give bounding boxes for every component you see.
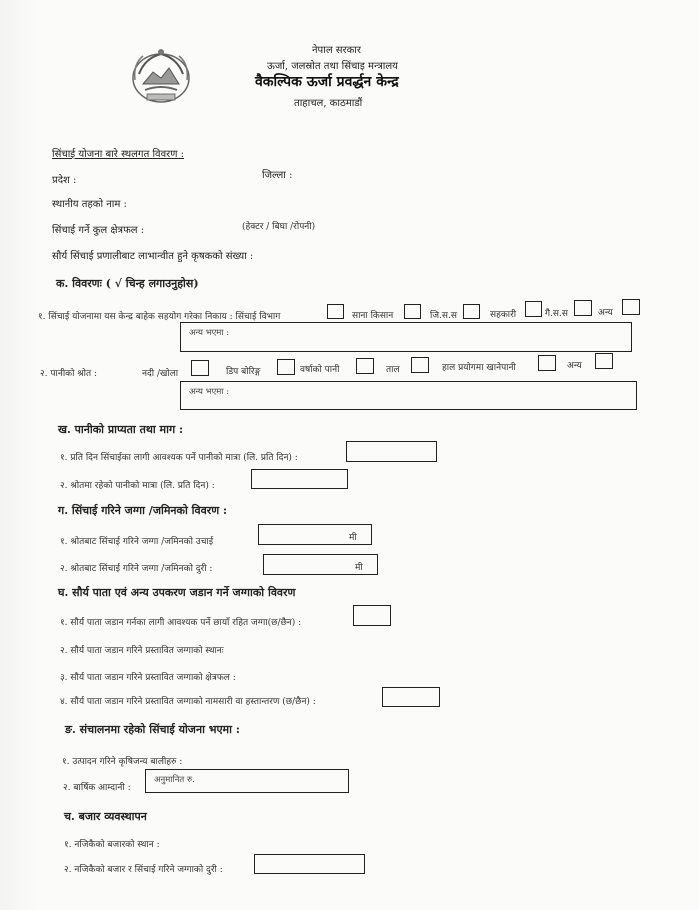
local-level-label: स्थानीय तहको नाम : [52,199,127,210]
market-location-label: १. नजिकैको बजारको स्थान : [64,840,160,850]
annual-income-field[interactable]: अनुमानित रु. [145,769,349,793]
daily-water-need-field[interactable] [346,441,437,462]
opt-deep-boring-label: डिप बोरिङ्ग [226,367,261,377]
checkbox-ngo[interactable] [574,300,592,316]
opt-ngo-label: गै.स.स [545,309,568,319]
scan-shadow [0,0,38,910]
land-height-unit: मी [349,533,357,543]
checkbox-other-source[interactable] [595,353,613,369]
checkbox-deep-boring[interactable] [277,359,295,375]
section-nga-title: ङ. संचालनमा रहेको सिंचाई योजना भएमा : [65,723,240,736]
checkbox-other-agency[interactable] [622,299,640,315]
district-label: जिल्ला : [262,170,293,181]
checkbox-small-farmer[interactable] [404,304,421,319]
section-cha-title: च. बजार व्यवस्थापन [64,810,147,823]
area-unit-label: (हेक्टर / बिघा /रोपनी) [242,222,316,232]
land-height-label: १. श्रोतबाट सिंचाई गरिने जग्गा /जमिनको उचाई [60,537,214,547]
gov-name: नेपाल सरकार [312,45,361,56]
checkbox-drinking-water[interactable] [538,355,556,371]
checkbox-irrigation-dept[interactable] [327,304,344,319]
ownership-transfer-field[interactable] [382,687,440,707]
market-distance-label: २. नजिकैको बजार र सिंचाई गरिने जग्गाको दुरी : [64,865,223,875]
opt-river-label: नदी /खोला [142,369,179,379]
q2-source-label: २. पानीको श्रोत : [40,369,98,379]
centre-name: वैकल्पिक ऊर्जा प्रवर्द्धन केन्द्र [255,74,399,90]
area-label: सिंचाई गर्ने कुल क्षेत्रफल : [52,225,145,236]
section-ga-title: ग. सिंचाई गरिने जग्गा /जमिनको विवरण : [58,504,228,517]
section-gha-title: घ. सौर्य पाता एवं अन्य उपकरण जडान गर्ने जग्गाको विवरण [58,586,296,599]
other-agency-field[interactable]: अन्य भएमा : [180,322,632,352]
daily-water-need-label: १. प्रति दिन सिंचाईका लागी आवश्यक पर्ने पानीको मात्रा (लि. प्रति दिन) : [60,453,298,463]
proposed-area-label: ३. सौर्य पाता जडान गरिने प्रस्तावित जग्गाको क्षेत्रफल : [60,673,236,683]
opt-other-source-label: अन्य [567,361,582,371]
annual-income-label: २. बार्षिक आम्दानी : [63,783,131,793]
section-ka-title: क. विवरणः ( √ चिन्ह लगाउनुहोस) [56,277,199,290]
shadeless-land-label: १. सौर्य पाता जडान गर्नका लागी आवश्यक पर्ने छायाँ रहित जग्गा(छ/छैन) : [60,618,302,628]
crops-label: १. उत्पादन गरिने कृषिजन्य बालीहरु : [62,757,183,767]
checkbox-pond[interactable] [411,357,429,373]
source-water-field[interactable] [251,469,348,489]
opt-drinking-water-label: हाल प्रयोगमा खानेपानी [442,363,516,373]
opt-rainwater-label: वर्षाको पानी [300,365,340,375]
other-source-field[interactable]: अन्य भएमा : [180,381,637,410]
checkbox-river[interactable] [191,360,209,376]
shadeless-land-field[interactable] [353,605,391,626]
market-distance-field[interactable] [254,854,365,874]
ownership-transfer-label: ४. सौर्य पाता जडान गरिने प्रस्तावित जग्गाको नामसारी वा हस्तान्तरण (छ/छैन) : [60,697,316,707]
province-label: प्रदेश : [52,175,77,186]
source-water-label: २. श्रोतमा रहेको पानीको मात्रा (लि. प्रति दिन) : [60,481,215,491]
checkbox-rainwater[interactable] [356,358,374,374]
q1-support-label: १. सिंचाई योजनामा यस केन्द्र बाहेक सहयोग गरेका निकाय : सिंचाई विभाग [38,312,281,322]
land-distance-unit: मी [355,563,363,573]
section-kha-title: ख. पानीको प्राप्यता तथा माग : [58,423,184,436]
ministry-name: ऊर्जा, जलस्रोत तथा सिंचाइ मन्त्रालय [267,61,398,72]
farmers-label: सौर्य सिंचाई प्रणालीबाट लाभान्वीत हुने कृषकको संख्या : [52,251,254,262]
proposed-location-label: २. सौर्य पाता जडान गरिने प्रस्तावित जग्गाको स्थानः [60,646,224,656]
opt-cooperative-label: सहकारी [490,310,517,320]
land-distance-label: २. श्रोतबाट सिंचाई गरिने जग्गा /जमिनको दुरी : [60,564,213,574]
checkbox-cooperative[interactable] [525,301,542,317]
nepal-emblem-icon [125,44,197,108]
opt-pond-label: ताल [386,365,400,375]
centre-address: ताहाचल, काठमाडौं [294,98,363,109]
opt-dcc-label: जि.स.स [430,311,457,321]
opt-other-label: अन्य [598,308,613,318]
checkbox-dcc[interactable] [463,304,480,319]
opt-small-farmer-label: साना किसान [352,311,394,321]
section-title: सिंचाई योजना बारे स्थलगत विवरण : [52,149,185,160]
